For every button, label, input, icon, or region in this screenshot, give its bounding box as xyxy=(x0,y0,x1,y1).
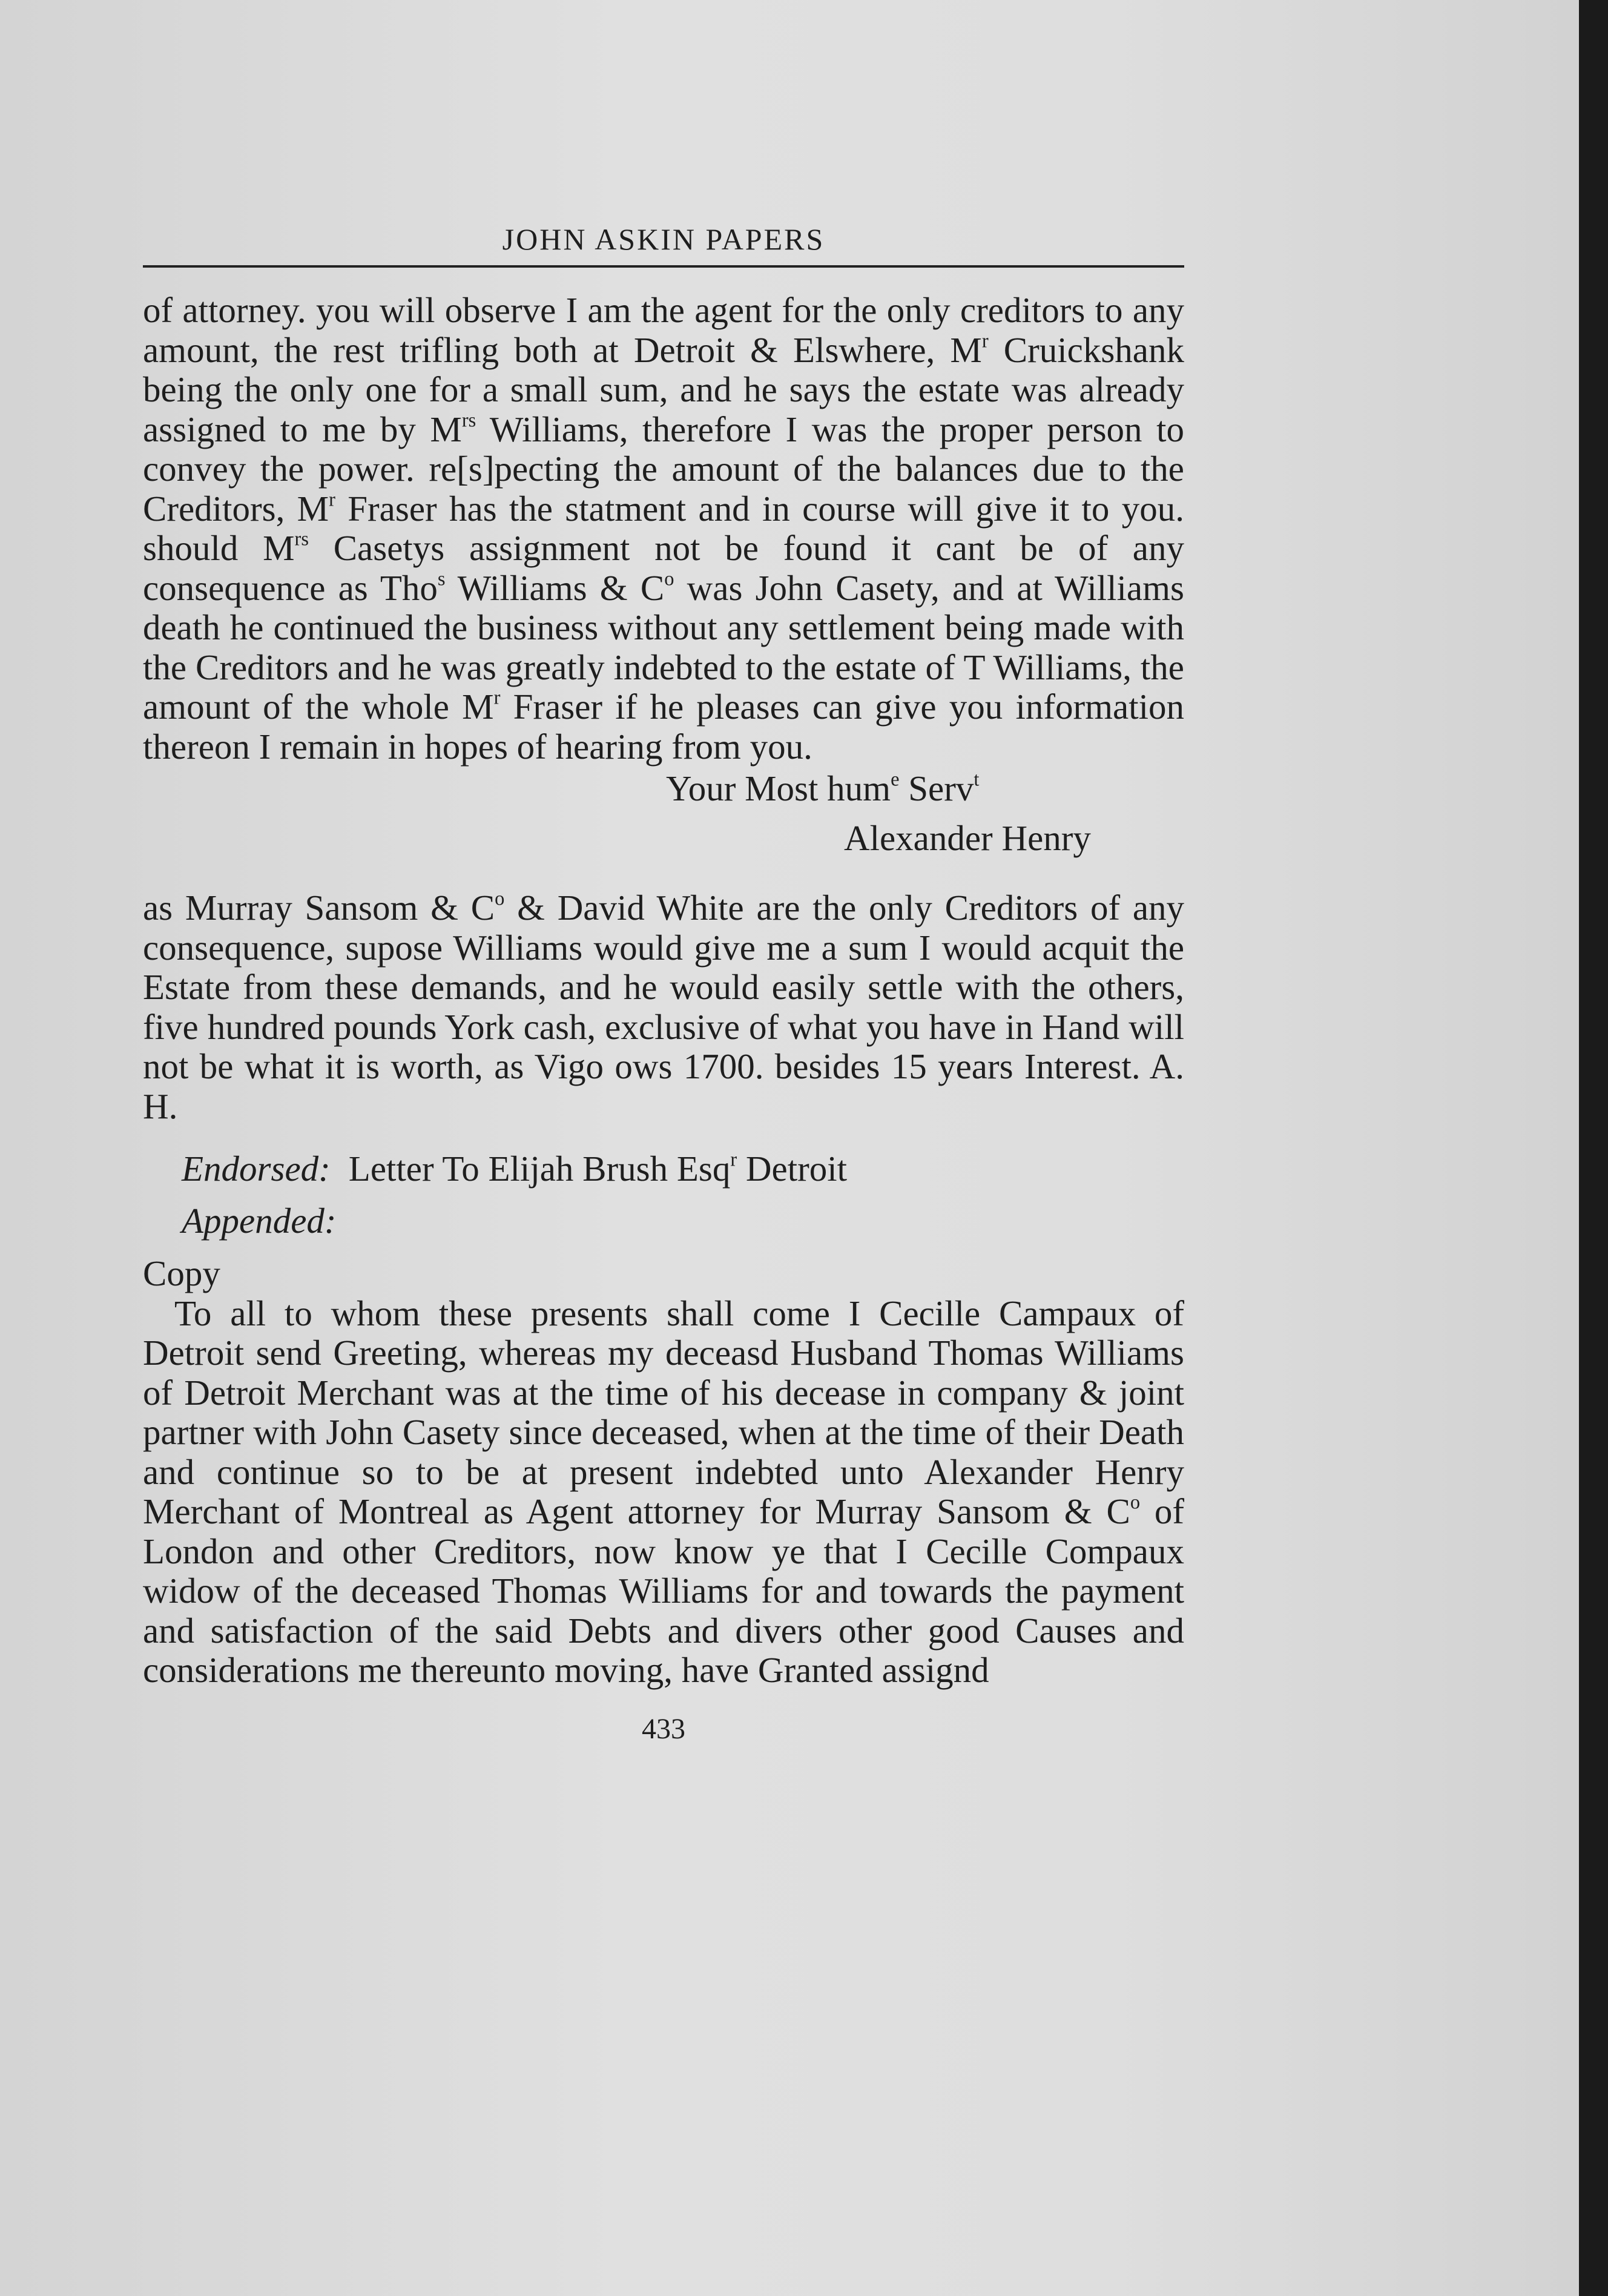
copy-heading: Copy xyxy=(143,1253,220,1293)
text-run: was John Casety, and at Williams death he continued the business without any settlement being made with the Creditors and he was greatly indebted to the estate of T Williams, the amount of the whole M xyxy=(143,567,1184,727)
superscript: o xyxy=(1130,1491,1141,1514)
superscript: rs xyxy=(461,409,476,432)
complimentary-close xyxy=(143,769,1184,809)
superscript: t xyxy=(974,768,980,791)
deed-paragraph xyxy=(143,1294,1184,1691)
superscript: s xyxy=(437,568,446,590)
text-run: Williams & C xyxy=(445,567,665,608)
text-run: Casetys assignment not be found it cant be of any consequence as Tho xyxy=(143,528,1184,608)
body-text xyxy=(143,291,1184,1691)
text-run: Williams, therefore I was the proper person to convey the power. re[s]pecting the amount of the balances due to the Creditors, M xyxy=(143,409,1184,529)
text-run: Serv xyxy=(899,768,974,808)
letter-paragraph xyxy=(143,291,1184,767)
text-run: of London and other Creditors, now know ye that I Cecille Compaux widow of the deceased Thomas Williams for and towards the payment and satisfaction of the said Debts and divers other good Causes and considerations me thereunto moving, have Granted assignd xyxy=(143,1491,1184,1690)
superscript: r xyxy=(493,687,501,709)
page-number: 433 xyxy=(642,1712,685,1745)
superscript: o xyxy=(495,888,505,910)
appended-label-text: Appended: xyxy=(182,1200,337,1241)
appended-label xyxy=(143,1201,1184,1241)
postscript xyxy=(143,888,1184,1126)
text-run: Letter To Elijah Brush Esq xyxy=(348,1149,731,1189)
text-run: Your Most hum xyxy=(666,768,891,808)
text-run: & David White are the only Creditors of any consequence, supose Williams would give me a sum I would acquit the Estate from these demands, and he would easily settle with the others, five hundred pounds York cash, exclusive of what you have in Hand will not be what it is worth, as Vigo ows 1700. besides 15 years Interest. A. H. xyxy=(143,888,1185,1126)
endorsement-line xyxy=(143,1149,1184,1189)
text-run: Fraser if he pleases can give you information thereon I remain in hopes of hearing from you. xyxy=(143,687,1184,767)
running-header: JOHN ASKIN PAPERS xyxy=(502,222,825,256)
text-run: Cruickshank being the only one for a small sum, and he says the estate was already assigned to me by M xyxy=(143,329,1184,449)
superscript: r xyxy=(730,1149,737,1171)
superscript: r xyxy=(981,330,989,352)
text-run: as Murray Sansom & C xyxy=(143,888,495,928)
text-run: Fraser has the statment and in course will give it to you. should M xyxy=(143,488,1184,568)
endorsed-label: Endorsed: xyxy=(182,1149,331,1189)
signature: Alexander Henry xyxy=(844,817,1091,858)
header-rule xyxy=(143,265,1184,268)
superscript: o xyxy=(664,568,674,590)
text-run: To all to whom these presents shall come I Cecille Campaux of Detroit send Greeting, whereas my deceasd Husband Thomas Williams of Detroit Merchant was at the time of his decease in company & joint partner with John Casety since deceased, when at the time of their Death and continue so to be at present indebted unto Alexander Henry Merchant of Montreal as Agent attorney for Murray Sansom & C xyxy=(143,1293,1184,1531)
superscript: rs xyxy=(294,528,309,550)
superscript: e xyxy=(891,768,900,791)
superscript: r xyxy=(329,489,335,511)
text-run: Detroit xyxy=(737,1149,848,1189)
page-content xyxy=(143,218,1184,1746)
text-run: of attorney. you will observe I am the agent for the only creditors to any amount, the rest trifling both at Detroit & Elswhere, M xyxy=(143,290,1184,370)
